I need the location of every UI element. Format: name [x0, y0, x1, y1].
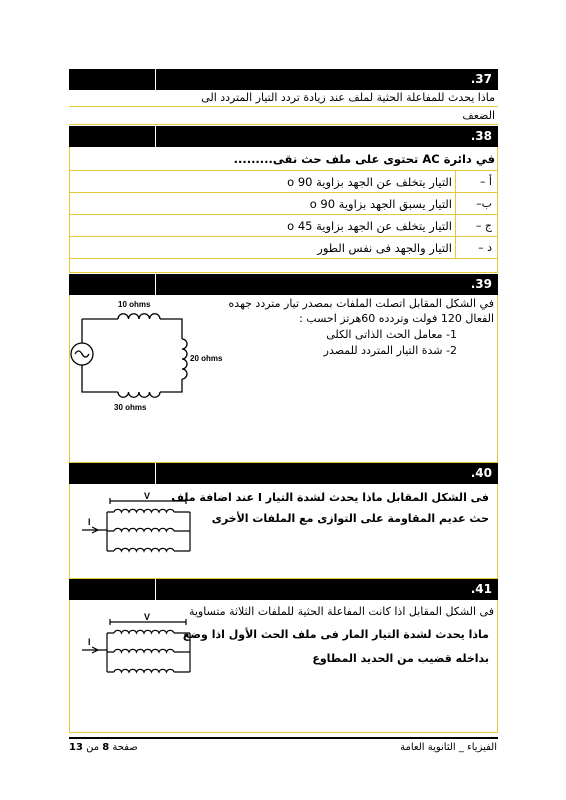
q39-item1: 1- معامل الحث الذاتى الكلى	[326, 328, 457, 341]
q38-option-row	[69, 237, 498, 259]
q39-line2: الفعال 120 فولت وتردده 60هرتز احسب :	[299, 312, 494, 325]
header-separator	[155, 69, 156, 90]
question-number: .41	[470, 582, 492, 596]
q37-row-2	[69, 107, 498, 125]
footer-page-number: 8	[102, 742, 110, 753]
q38-option-row	[69, 193, 498, 215]
margin-line	[69, 147, 70, 273]
option-text: التيار يتخلف عن الجهد بزاوية o 90	[287, 175, 452, 189]
label-top: 10 ohms	[118, 300, 151, 309]
label-right: 20 ohms	[190, 354, 223, 363]
header-separator	[155, 126, 156, 147]
q38-option-row	[69, 215, 498, 237]
q38-stem: في دائرة AC تحتوى على ملف حث نقى.........	[233, 152, 495, 166]
footer-page-counter	[69, 742, 138, 753]
q41-body	[69, 600, 498, 733]
q39-header-bar	[69, 274, 498, 295]
rl-circuit-diagram	[70, 295, 230, 420]
q38-option-row	[69, 171, 498, 193]
q40-header-bar	[69, 463, 498, 484]
label-v: V	[144, 491, 151, 501]
option-letter: ب–	[476, 197, 492, 210]
footer-subject: الفيزياء _ الثانوية العامة	[400, 742, 497, 753]
q39-line1: في الشكل المقابل اتصلت الملفات بمصدر تيار متردد جهده	[228, 297, 494, 310]
q37-header-bar	[69, 69, 498, 90]
q37-text-line2: الضعف	[462, 109, 495, 122]
footer-rule	[69, 737, 498, 739]
question-number: .38	[470, 129, 492, 143]
option-text: التيار يتخلف عن الجهد بزاوية o 45	[287, 219, 452, 233]
footer-page-total: 13	[69, 742, 83, 753]
q38-blank-row	[69, 259, 498, 273]
parallel-coils-diagram	[70, 600, 200, 690]
question-number: .37	[470, 72, 492, 86]
option-letter: أ –	[479, 175, 492, 188]
q41-line3: بداخله قضيب من الحديد المطاوع	[312, 652, 489, 665]
parallel-coils-diagram	[70, 484, 200, 574]
option-text: التيار يسبق الجهد بزاوية o 90	[309, 197, 452, 211]
q38-header-bar	[69, 126, 498, 147]
q41-line1: فى الشكل المقابل اذا كانت المفاعلة الحثية للملفات الثلاثة متساوية	[188, 605, 494, 618]
option-divider	[455, 171, 456, 259]
q41-line2: ماذا يحدث لشدة التيار المار فى ملف الحث الأول اذا وضع	[182, 628, 489, 641]
question-number: .40	[470, 466, 492, 480]
option-text: التيار والجهد فى نفس الطور	[317, 241, 452, 255]
label-bottom: 30 ohms	[114, 403, 147, 412]
label-i: I	[88, 637, 91, 647]
label-i: I	[88, 517, 91, 527]
option-letter: د –	[478, 241, 492, 254]
option-letter: ج –	[475, 219, 492, 232]
question-number: .39	[470, 277, 492, 291]
margin-line	[497, 147, 498, 273]
q40-body	[69, 484, 498, 579]
q41-header-bar	[69, 579, 498, 600]
header-separator	[155, 579, 156, 600]
q39-item2: 2- شدة التيار المتردد للمصدر	[323, 344, 457, 357]
q37-text-line1: ماذا يحدث للمفاعلة الحثية لملف عند زيادة تردد التيار المتردد الى	[201, 91, 495, 104]
footer-of: من	[86, 742, 100, 753]
q38-stem-row	[69, 147, 498, 171]
header-separator	[155, 274, 156, 295]
header-separator	[155, 463, 156, 484]
q37-row-1	[69, 90, 498, 107]
q40-line1: فى الشكل المقابل ماذا يحدث لشدة التيار I عند اضافة ملف	[171, 491, 489, 504]
label-v: V	[144, 612, 151, 622]
footer-page-label: صفحة	[112, 742, 138, 753]
q39-body	[69, 295, 498, 463]
q40-line2: حث عديم المقاومة على التوازى مع الملفات الأخرى	[211, 512, 489, 525]
